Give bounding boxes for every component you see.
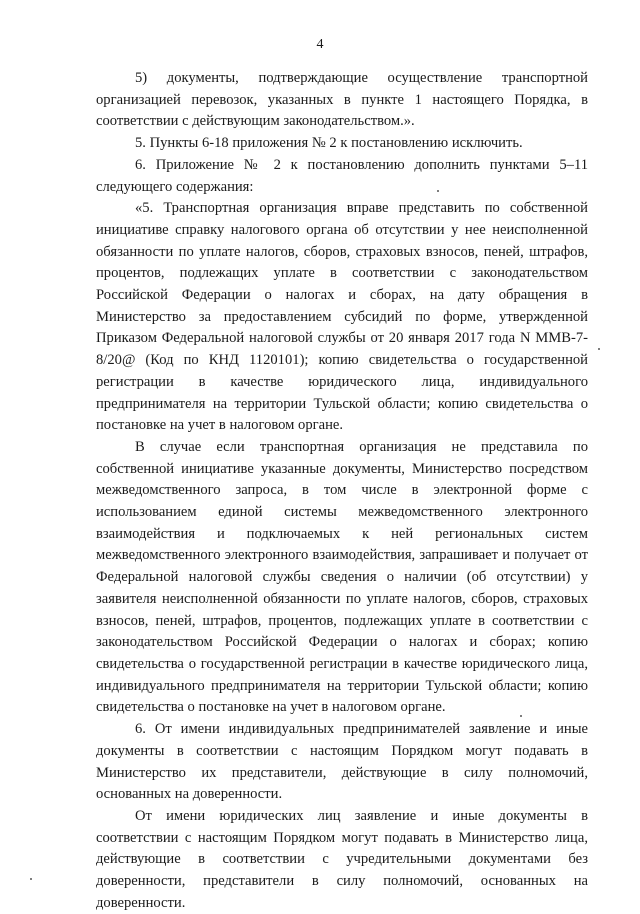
paragraph-documents-item-5: 5) документы, подтверждающие осуществление транспортной организацией перевозок, указанных в пункте 1 настоящего Порядка, в соответствии с действующим законодательством.». xyxy=(96,70,588,130)
paragraph-clause-6: 6. От имени индивидуальных предпринимателей заявление и иные документы в соответствии с настоящим Порядком могут подавать в Министерство их представители, действующие в силу полномочий, основанных на доверенности. xyxy=(96,721,588,803)
scan-speck xyxy=(437,190,439,192)
paragraph-legal-entities: От имени юридических лиц заявление и иные документы в соответствии с настоящим Порядком могут подавать в Министерство лица, действующие в соответствии с учредительными документами без доверенности, представители в силу полномочий, основанных на доверенности. xyxy=(96,807,588,911)
document-body xyxy=(96,68,588,914)
paragraph-amendment-5: 5. Пункты 6-18 приложения № 2 к постановлению исключить. xyxy=(135,135,523,152)
scan-speck xyxy=(598,348,600,350)
paragraph-amendment-6: 6. Приложение № 2 к постановлению дополнить пунктами 5–11 следующего содержания: xyxy=(96,156,588,195)
paragraph-interagency-request: В случае если транспортная организация не представила по собственной инициативе указанные документы, Министерство посредством межведомственного запроса, в том числе в электронной форме с использованием единой системы межведомственного электронного взаимодействия и подключаемых к ней региональных систем межведомственного электронного взаимодействия, запрашивает и получает от Федеральной налоговой службы сведения о наличии (об отсутствии) у заявителя неисполненной обязанности по уплате налогов, сборов, страховых взносов, пеней, штрафов, процентов, подлежащих уплате в соответствии с законодательством Российской Федерации о налогах и сборах; копию свидетельства о государственной регистрации в качестве юридического лица, индивидуального предпринимателя на территории Тульской области; копию свидетельства о постановке на учет в налоговом органе. xyxy=(96,438,588,716)
paragraph-clause-5: «5. Транспортная организация вправе представить по собственной инициативе справку налогового органа об отсутствии у нее неисполненной обязанности по уплате налогов, сборов, страховых взносов, пеней, штрафов, процентов, подлежащих уплате в соответствии с законодательством Российской Федерации о налогах и сборах, на дату обращения в Министерство за предоставлением субсидий по форме, утвержденной Приказом Федеральной налоговой службы от 20 января 2017 года N ММВ-7-8/20@ (Код по КНД 1120101); копию свидетельства о государственной регистрации в качестве юридического лица, индивидуального предпринимателя на территории Тульской области; копию свидетельства о постановке на учет в налоговом органе. xyxy=(96,200,588,434)
scan-speck xyxy=(30,878,32,880)
page-number: 4 xyxy=(316,37,324,52)
scan-speck xyxy=(520,715,522,717)
